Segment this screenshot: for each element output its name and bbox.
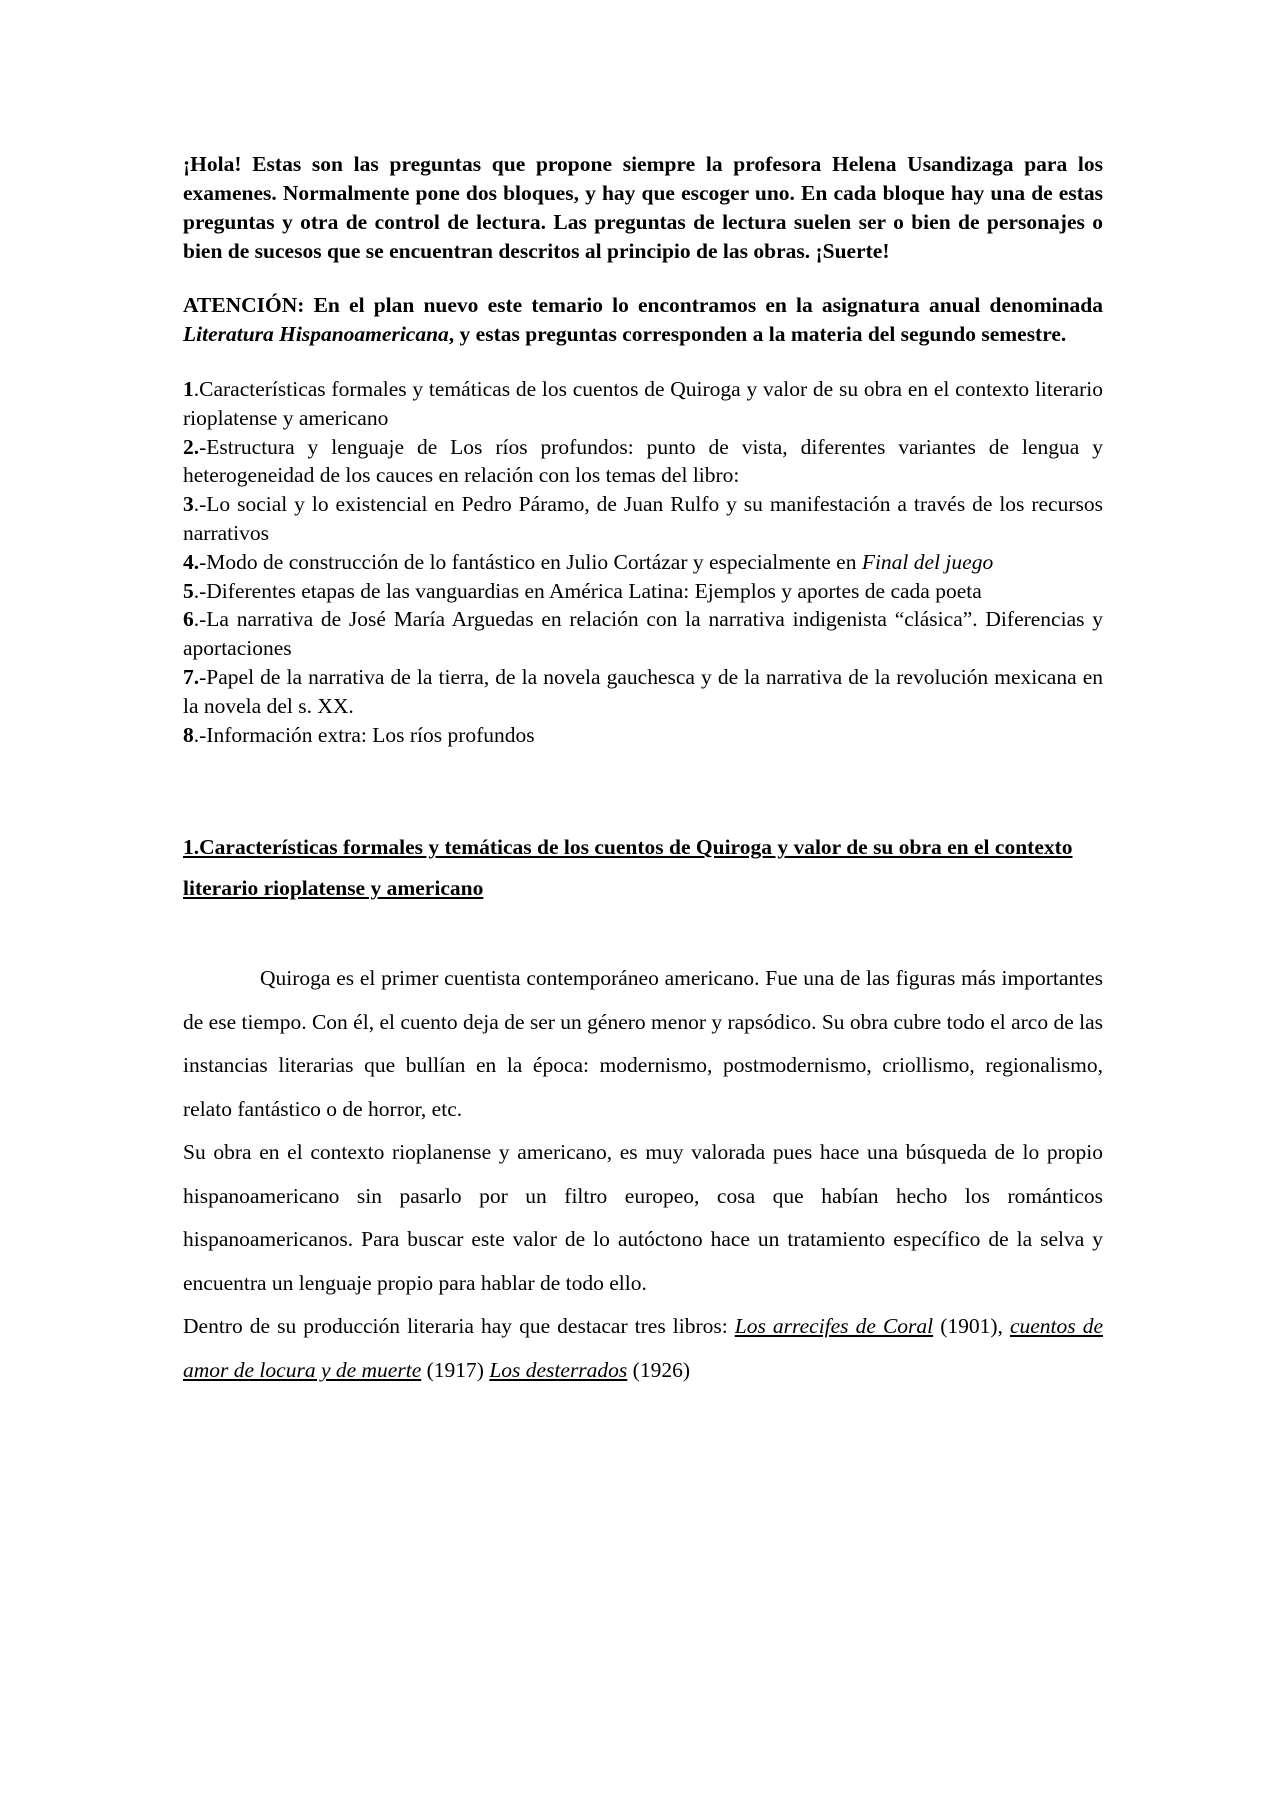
question-number: 1 [183, 377, 194, 401]
body-paragraph: Su obra en el contexto rioplanense y americano, es muy valorada pues hace una búsqueda de lo propio hispanoamericano sin pasarlo por un filtro europeo, cosa que habían hecho los románticos hispanoamericanos. Para buscar este valor de lo autóctono hace un tratamiento específico de la selva y encuentra un lenguaje propio para hablar de todo ello. [183, 1140, 1103, 1295]
question-text: -Estructura y lenguaje de Los ríos profundos: punto de vista, diferentes variantes de lengua y heterogeneidad de los cauces en relación con los temas del libro: [183, 434, 1103, 488]
question-text: .-Información extra: Los ríos profundos [193, 722, 535, 747]
subject-name: Literatura Hispanoamericana [183, 322, 449, 346]
document-page [183, 150, 1103, 1392]
question-item [183, 490, 1103, 548]
question-item [183, 721, 1103, 750]
book-year: (1926) [627, 1357, 690, 1382]
body-paragraph [183, 1305, 1103, 1392]
question-text: .-Lo social y lo existencial en Pedro Páramo, de Juan Rulfo y su manifestación a través de los recursos narrativos [183, 492, 1103, 545]
section-heading: 1.Características formales y temáticas de los cuentos de Quiroga y valor de su obra en el contexto literario rioplatense y americano [183, 835, 1073, 901]
question-number: 4. [183, 549, 200, 574]
book-title: cuentos de amor de locura y de muerte [183, 1314, 1103, 1382]
question-text: .Características formales y temáticas de los cuentos de Quiroga y valor de su obra en el contexto literario rioplatense y americano [183, 377, 1103, 430]
book-title: Los desterrados [489, 1357, 628, 1382]
body-paragraph: Quiroga es el primer cuentista contemporáneo americano. Fue una de las figuras más importantes de ese tiempo. Con él, el cuento deja de ser un género menor y rapsódico. Su obra cubre todo el arco de las instancias literarias que bullían en la época: modernismo, postmodernismo, criollismo, regionalismo, relato fantástico o de horror, etc. [183, 966, 1104, 1121]
question-item [183, 605, 1103, 663]
question-text: -Modo de construcción de lo fantástico en Julio Cortázar y especialmente en [199, 549, 862, 574]
attention-text-start: ATENCIÓN: En el plan nuevo este temario lo encontramos en la asignatura anual denominada [183, 293, 1103, 317]
attention-paragraph [183, 291, 1103, 349]
intro-paragraph: ¡Hola! Estas son las preguntas que propone siempre la profesora Helena Usandizaga para los examenes. Normalmente pone dos bloques, y hay que escoger uno. En cada bloque hay una de estas preguntas y otra de control de lectura. Las preguntas de lectura suelen ser o bien de personajes o bien de sucesos que se encuentran descritos al principio de las obras. ¡Suerte! [183, 152, 1103, 263]
question-number: 6 [183, 607, 194, 632]
question-italic-title: Final del juego [861, 549, 994, 574]
books-intro: Dentro de su producción literaria hay que destacar tres libros: [183, 1314, 735, 1339]
question-text: .-Diferentes etapas de las vanguardias en América Latina: Ejemplos y aportes de cada poeta [193, 578, 982, 603]
book-title: Los arrecifes de Coral [734, 1314, 934, 1339]
book-year: (1917) [421, 1357, 490, 1382]
question-list [183, 375, 1103, 749]
book-year: (1901), [933, 1314, 1010, 1339]
question-number: 2. [183, 434, 200, 459]
attention-text-end: , y estas preguntas corresponden a la materia del segundo semestre. [448, 322, 1067, 346]
question-number: 3 [183, 492, 194, 517]
question-item [183, 375, 1103, 433]
question-text: .-La narrativa de José María Arguedas en relación con la narrativa indigenista “clásica”. Diferencias y aportaciones [183, 607, 1103, 661]
question-item [183, 663, 1103, 721]
question-number: 5 [183, 578, 194, 603]
question-item [183, 548, 1103, 577]
question-item [183, 577, 1103, 606]
question-number: 7. [183, 664, 200, 689]
question-item [183, 433, 1103, 491]
question-text: -Papel de la narrativa de la tierra, de la novela gauchesca y de la narrativa de la revolución mexicana en la novela del s. XX. [183, 664, 1103, 718]
section-body [183, 957, 1103, 1392]
question-number: 8 [183, 722, 194, 747]
